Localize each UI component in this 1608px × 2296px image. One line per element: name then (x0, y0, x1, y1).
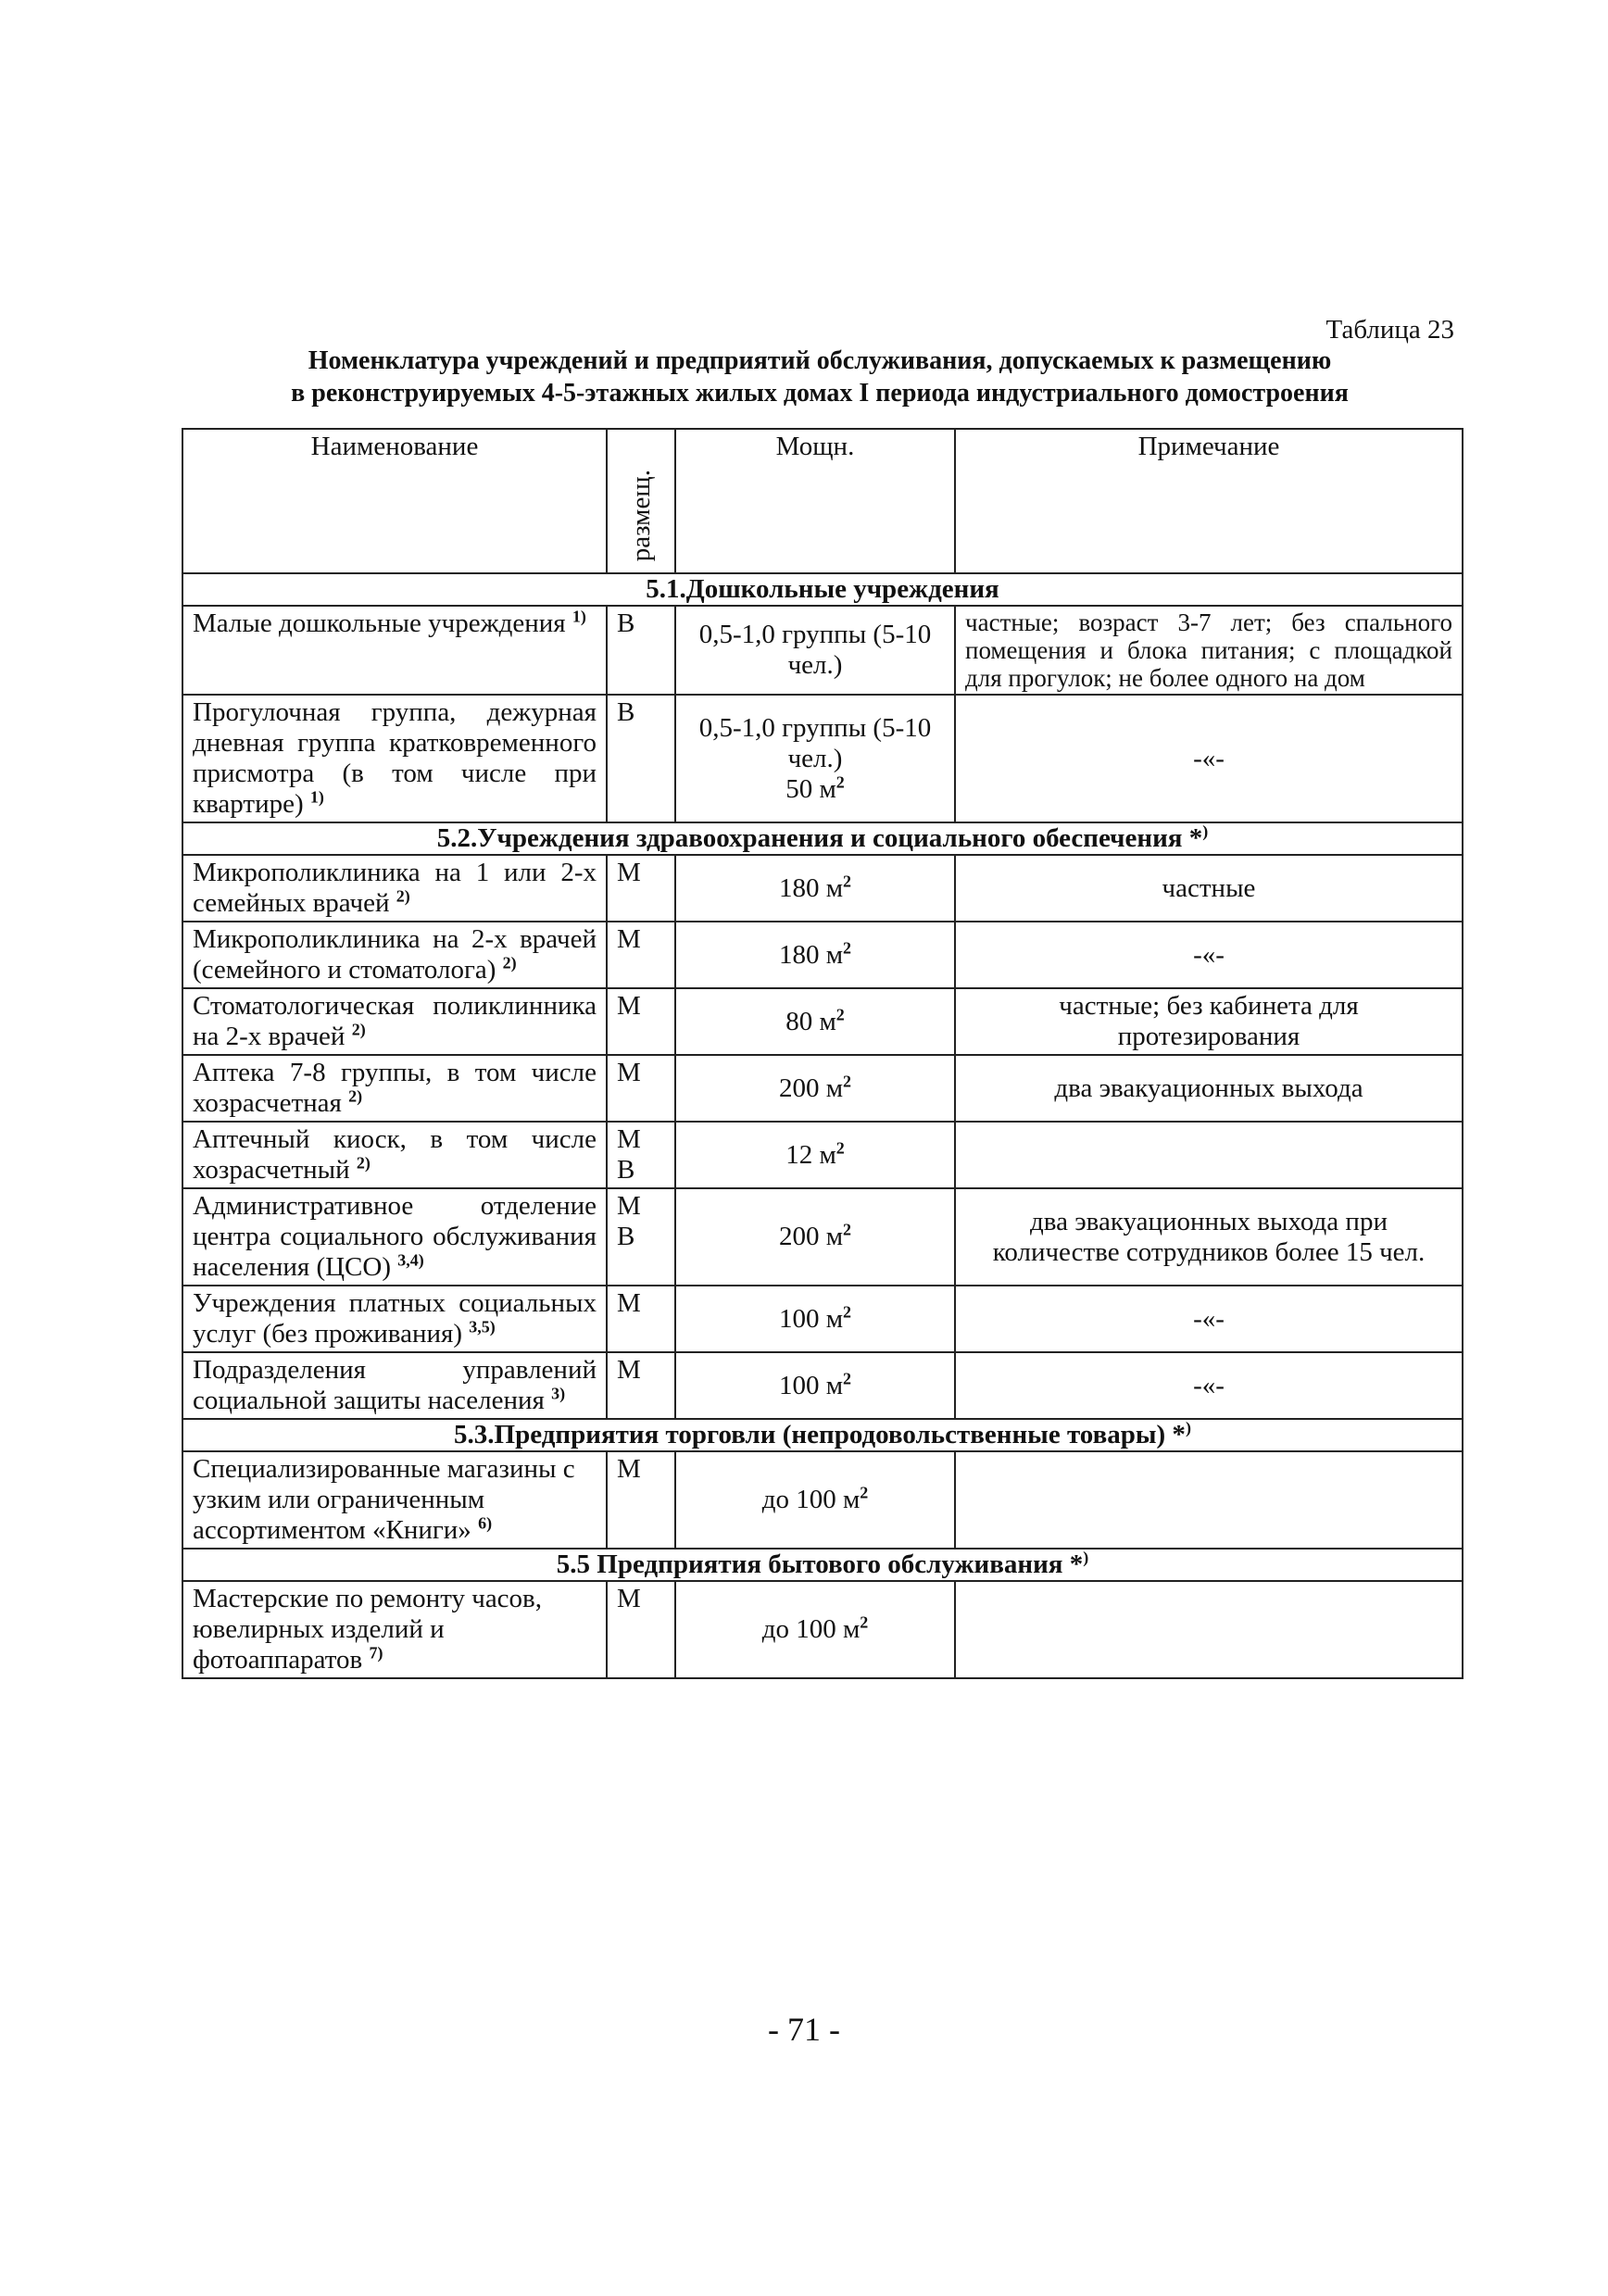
row-placement: М В (607, 1188, 675, 1286)
row-placement: М (607, 1055, 675, 1122)
row-note: два эвакуационных выхода при количестве сотрудников более 15 чел. (955, 1188, 1463, 1286)
row-placement: М (607, 1581, 675, 1678)
row-note (955, 1122, 1463, 1188)
section-row-trade (182, 1419, 1463, 1451)
row-capacity: до 100 $м^2$ (675, 1451, 955, 1549)
row-note: частные (955, 855, 1463, 922)
row-capacity: 0,5-1,0 группы (5-10 чел.) 50 $м^2$ (675, 695, 955, 822)
row-note: два эвакуационных выхода (955, 1055, 1463, 1122)
row-capacity: 180 $м^2$ (675, 922, 955, 988)
table-row (182, 922, 1463, 988)
table-row (182, 1055, 1463, 1122)
table-title (181, 345, 1459, 409)
row-note: -«- (955, 1286, 1463, 1352)
row-note: частные; возраст 3-7 лет; без спального помещения и блока питания; с площадкой для прогулок; не более одного на дом (955, 606, 1463, 695)
section-row-services (182, 1549, 1463, 1581)
row-capacity: 100 $м^2$ (675, 1352, 955, 1419)
row-name: Стоматологическая поликлинника на 2-х врачей $^{2)}$ (182, 988, 607, 1055)
section-title: 5.1.Дошкольные учреждения (182, 573, 1463, 606)
row-name: Микрополиклиника на 2-х врачей (семейного и стоматолога) $^{2)}$ (182, 922, 607, 988)
row-name: Аптечный киоск, в том числе хозрасчетный $^{2)}$ (182, 1122, 607, 1188)
row-placement: М (607, 988, 675, 1055)
row-placement: В (607, 695, 675, 822)
header-placement (607, 429, 675, 573)
row-placement: М (607, 1286, 675, 1352)
row-note: -«- (955, 922, 1463, 988)
header-placement-label: размещ. (625, 469, 656, 561)
nomenclature-table (182, 428, 1464, 1679)
row-note (955, 1581, 1463, 1678)
table-row (182, 1352, 1463, 1419)
row-note: частные; без кабинета для протезирования (955, 988, 1463, 1055)
row-note: -«- (955, 1352, 1463, 1419)
row-name: Прогулочная группа, дежурная дневная группа кратковременного присмотра (в том числе при квартире) $^{1)}$ (182, 695, 607, 822)
table-row (182, 606, 1463, 695)
row-capacity: 180 $м^2$ (675, 855, 955, 922)
header-note: Примечание (955, 429, 1463, 573)
row-placement: В (607, 606, 675, 695)
row-placement: М В (607, 1122, 675, 1188)
row-name: Подразделения управлений социальной защиты населения $^{3)}$ (182, 1352, 607, 1419)
header-row (182, 429, 1463, 573)
row-placement: М (607, 855, 675, 922)
row-name: Учреждения платных социальных услуг (без проживания) $^{3,5)}$ (182, 1286, 607, 1352)
title-line-1: Номенклатура учреждений и предприятий обслуживания, допускаемых к размещению (308, 346, 1332, 375)
row-capacity: до 100 $м^2$ (675, 1581, 955, 1678)
row-name: Микрополиклиника на 1 или 2-х семейных врачей $^{2)}$ (182, 855, 607, 922)
row-name: Мастерские по ремонту часов, ювелирных изделий и фотоаппаратов $^{7)}$ (182, 1581, 607, 1678)
row-capacity: 12 $м^2$ (675, 1122, 955, 1188)
section-title: 5.3.Предприятия торговли (непродовольственные товары) *) (182, 1419, 1463, 1451)
row-capacity: 80 $м^2$ (675, 988, 955, 1055)
table-number: Таблица 23 (1325, 315, 1454, 345)
page-number: - 71 - (768, 2011, 840, 2048)
header-name: Наименование (182, 429, 607, 573)
row-name: Специализированные магазины с узким или ограниченным ассортиментом «Книги» $^{6)}$ (182, 1451, 607, 1549)
header-capacity: Мощн. (675, 429, 955, 573)
section-title: 5.5 Предприятия бытового обслуживания *) (182, 1549, 1463, 1581)
section-row-health (182, 822, 1463, 855)
table-row (182, 1286, 1463, 1352)
title-line-2: в реконструируемых 4-5-этажных жилых домах I периода индустриального домостроения (291, 379, 1349, 408)
table-row (182, 1581, 1463, 1678)
row-capacity: 200 $м^2$ (675, 1188, 955, 1286)
table-row (182, 988, 1463, 1055)
row-placement: М (607, 1352, 675, 1419)
row-capacity: 200 $м^2$ (675, 1055, 955, 1122)
row-placement: М (607, 1451, 675, 1549)
table-row (182, 855, 1463, 922)
table-row (182, 1122, 1463, 1188)
row-name: Административное отделение центра социального обслуживания населения (ЦСО) $^{3,4)}$ (182, 1188, 607, 1286)
row-capacity: 100 $м^2$ (675, 1286, 955, 1352)
row-capacity: 0,5-1,0 группы (5-10 чел.) (675, 606, 955, 695)
table-row (182, 1451, 1463, 1549)
table-row (182, 1188, 1463, 1286)
row-note (955, 1451, 1463, 1549)
row-placement: М (607, 922, 675, 988)
row-name: Аптека 7-8 группы, в том числе хозрасчетная $^{2)}$ (182, 1055, 607, 1122)
row-note: -«- (955, 695, 1463, 822)
table-row (182, 695, 1463, 822)
row-name: Малые дошкольные учреждения $^{1)}$ (182, 606, 607, 695)
section-row-preschool (182, 573, 1463, 606)
section-title: 5.2.Учреждения здравоохранения и социального обеспечения *) (182, 822, 1463, 855)
